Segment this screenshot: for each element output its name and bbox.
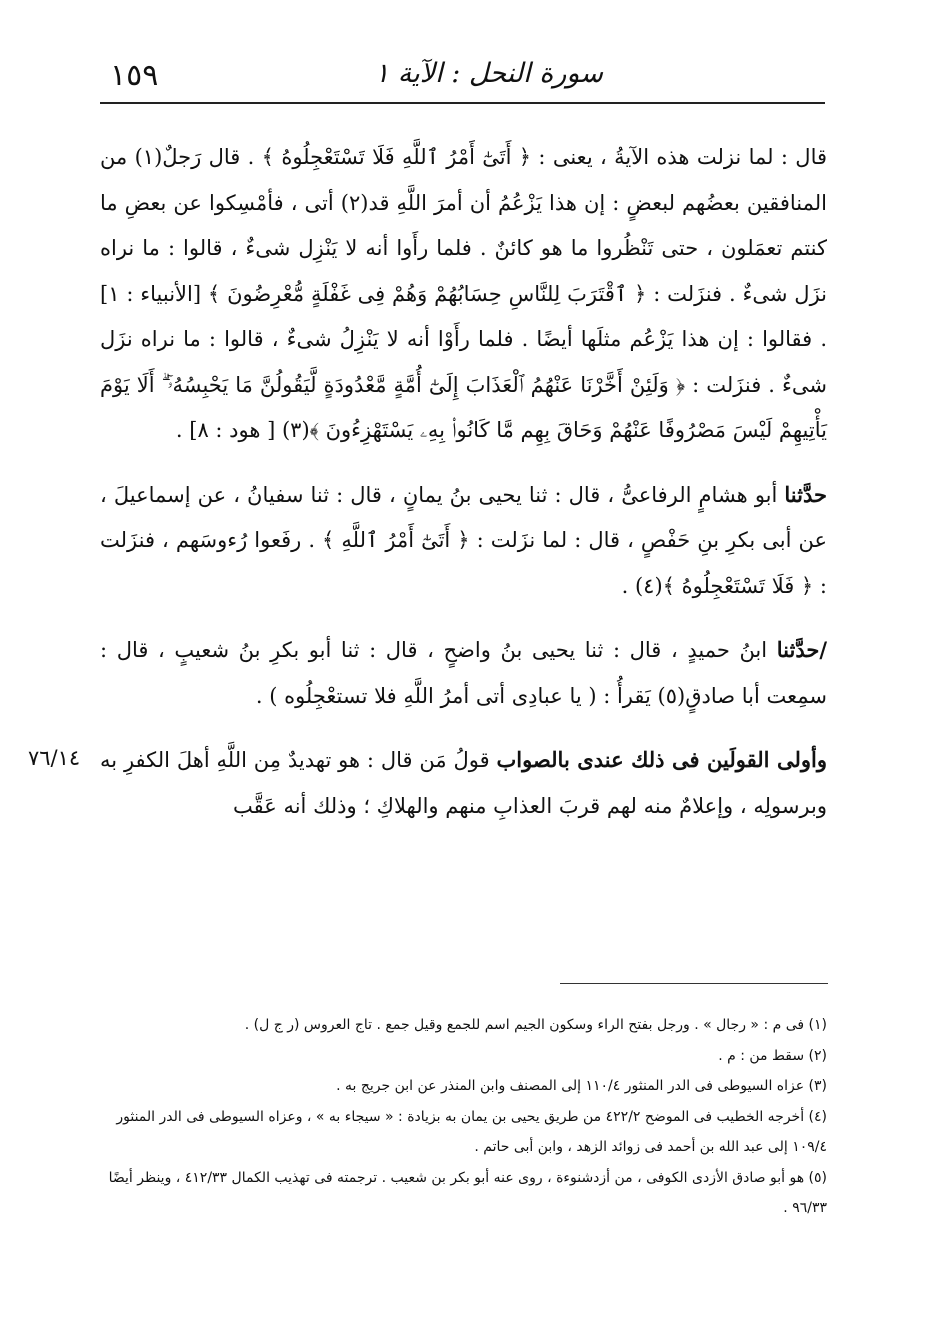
footnote-divider	[560, 983, 828, 984]
page-number: ١٥٩	[110, 58, 159, 93]
footnote-4: (٤) أخرجه الخطيب فى الموضح ٤٢٢/٢ من طريق يحيى بن يمان به بزيادة : « سيجاء به » ، وعزاه السيوطى فى الدر المنثور ١٠٩/٤ إلى عبد الله بن أحمد فى زوائد الزهد ، وابن أبى حاتم .	[116, 1108, 827, 1155]
paragraph-1	[100, 135, 827, 454]
paragraph-text: ابنُ حميدٍ ، قال : ثنا يحيى بنُ واضحٍ ، قال : ثنا أبو بكرِ بنُ شعيبٍ ، قال : سمِعت أبا صادقٍ(٥) يَقرأُ : ( يا عبادِى أتى أمرُ اللَّهِ فلا تستعْجِلُوه ) .	[100, 638, 827, 708]
paragraph-lead: /حدَّثنا	[776, 637, 827, 662]
paragraph-3	[100, 627, 827, 719]
paragraph-text: قولُ مَن قال : هو تهديدٌ مِن اللَّهِ أهلَ الكفرِ به وبرسولِه ، وإعلامٌ منه لهم قربَ العذابِ منهم والهلاكِ ؛ وذلك أنه عَقَّب	[100, 748, 827, 818]
paragraph-text: أبو هشامٍ الرفاعىُّ ، قال : ثنا يحيى بنُ يمانٍ ، قال : ثنا سفيانُ ، عن إسماعيلَ ، عن أبى بكرِ بنِ حَفْصٍ ، قال : لما نزَلت : ﴿ أَتَىٰٓ أَمْرُ ٱللَّهِ ﴾ . رفَعوا رُءوسَهم ، فنزَلت : ﴿ فَلَا تَسْتَعْجِلُوهُ ﴾(٤) .	[100, 482, 827, 598]
main-text	[100, 135, 827, 829]
paragraph-lead: وأولى القولَين فى ذلك عندى بالصواب	[496, 747, 827, 772]
page-header	[100, 52, 825, 104]
paragraph-2	[100, 472, 827, 610]
running-title: سورة النحل : الآية ١	[374, 58, 603, 89]
footnote-5: (٥) هو أبو صادق الأزدى الكوفى ، من أزدشنوءة ، روى عنه أبو بكر بن شعيب . ترجمته فى تهذيب الكمال ٤١٢/٣٣ ، وينظر أيضًا ٩٦/٣٣ .	[108, 1169, 827, 1216]
paragraph-lead: حدَّثنا	[784, 481, 827, 507]
margin-reference: ٧٦/١٤	[28, 746, 81, 770]
footnote-2: (٢) سقط من : م .	[718, 1047, 827, 1064]
paragraph-4	[100, 737, 827, 829]
footnote-3: (٣) عزاه السيوطى فى الدر المنثور ١١٠/٤ إلى المصنف وابن المنذر عن ابن جريج به .	[336, 1078, 827, 1094]
footnote-1: (١) فى م : « رجال » . ورجل بفتح الراء وسكون الجيم اسم للجمع وقيل جمع . تاج العروس (ر ج ل) .	[244, 1017, 827, 1033]
footnotes	[100, 1010, 827, 1224]
paragraph-text: قال : لما نزلت هذه الآيةُ ، يعنى : ﴿ أَتَىٰٓ أَمْرُ ٱللَّهِ فَلَا تَسْتَعْجِلُوهُ ﴾ . قال رَجلٌ(١) من المنافقين بعضُهم لبعضٍ : إن هذا يَزْعُمُ أن أمرَ اللَّهِ قد(٢) أتى ، فأمْسِكوا عن بعضِ ما كنتم تعمَلون ، حتى تَنْظُروا ما هو كائنٌ . فلما رأَوا أنه لا يَنْزِل شىءٌ ، قالوا : ما نراه نزَل شىءٌ . فنزَلت : ﴿ ٱقْتَرَبَ لِلنَّاسِ حِسَابُهُمْ وَهُمْ فِى غَفْلَةٍ مُّعْرِضُونَ ﴾ [الأنبياء : ١] . فقالوا : إن هذا يَزْعُم مثلَها أيضًا . فلما رأَوْا أنه لا يَنْزِلُ شىءٌ ، قالوا : ما نراه نزَل شىءٌ . فنزَلت : ﴿ وَلَئِنْ أَخَّرْنَا عَنْهُمُ ٱلْعَذَابَ إِلَىٰٓ أُمَّةٍ مَّعْدُودَةٍ لَّيَقُولُنَّ مَا يَحْبِسُهُۥٓ ۗ أَلَا يَوْمَ يَأْتِيهِمْ لَيْسَ مَصْرُوفًا عَنْهُمْ وَحَاقَ بِهِم مَّا كَانُوا۟ بِهِۦ يَسْتَهْزِءُونَ ﴾(٣) [ هود : ٨] .	[100, 145, 828, 442]
